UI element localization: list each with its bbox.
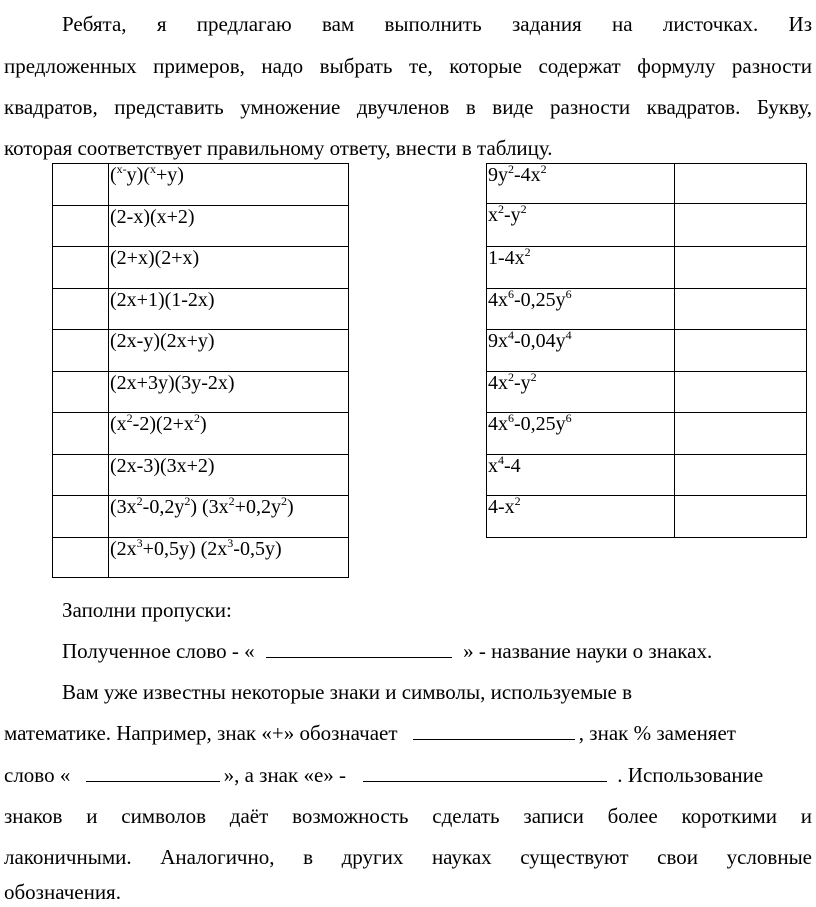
expression-text: x (488, 455, 498, 477)
letter-cell[interactable] (675, 247, 807, 289)
letter-cell[interactable] (53, 496, 109, 538)
expression-cell (109, 496, 349, 538)
exponent: 2 (126, 411, 133, 425)
exponent: 3 (227, 536, 234, 550)
expression-text: (2x-3)(3x+2) (110, 455, 215, 477)
exponent: x (150, 162, 156, 176)
expression-cell (109, 206, 349, 247)
letter-cell[interactable] (675, 372, 807, 413)
expression-cell (109, 538, 349, 578)
exponent: 2 (530, 370, 537, 384)
exponent: 6 (565, 411, 572, 425)
word-prefix: Полученное слово - « (62, 639, 255, 663)
expression-text: 4x (488, 372, 508, 394)
expressions-table (52, 163, 349, 578)
exponent: 2 (540, 162, 547, 176)
expression-text: -0,5y) (233, 538, 282, 560)
expression-cell (487, 164, 675, 204)
table-row (53, 164, 349, 206)
exponent: 6 (508, 411, 514, 425)
exponent: 6 (565, 287, 572, 301)
table-row (53, 413, 349, 455)
closing-line-5: лаконичными. Аналогично, в других науках существуют свои условные (4, 845, 812, 869)
expression-text: -4 (504, 455, 521, 477)
expression-text: 9x (488, 330, 508, 352)
letter-cell[interactable] (53, 413, 109, 455)
closing-line-2-post: , знак % заменяет (578, 721, 736, 745)
expression-text: x (488, 204, 498, 226)
closing-line-3-mid: », а знак «е» - (223, 763, 347, 787)
closing-line-2 (4, 720, 812, 746)
table-row (53, 538, 349, 578)
answers-table (486, 163, 807, 538)
word-sentence (4, 638, 812, 664)
exponent: 4 (508, 328, 514, 342)
closing-line-6: обозначения. (4, 880, 121, 904)
expression-cell (487, 247, 675, 289)
expression-text: (3x (110, 496, 137, 518)
letter-cell[interactable] (53, 372, 109, 413)
expression-text: (2x+1)(1-2x) (110, 289, 215, 311)
expression-cell (109, 164, 349, 206)
expression-text: (2-x)(x+2) (110, 206, 195, 228)
expression-text: (x (110, 413, 127, 435)
exponent: 2 (193, 411, 200, 425)
closing-line-3-pre: слово « (4, 763, 71, 787)
closing-line-2-pre: математике. Например, знак «+» обозначает (4, 721, 398, 745)
table-row (53, 330, 349, 372)
expression-cell (487, 289, 675, 330)
expression-text: (2x+3y)(3y-2x) (110, 372, 235, 394)
exponent: 2 (508, 162, 514, 176)
letter-cell[interactable] (675, 289, 807, 330)
expression-text: ) (199, 413, 207, 435)
letter-cell[interactable] (53, 538, 109, 578)
letter-cell[interactable] (675, 496, 807, 538)
expression-cell (487, 204, 675, 247)
closing-line-3 (4, 762, 812, 788)
exponent: 2 (280, 494, 287, 508)
expression-text: ( (110, 164, 117, 186)
intro-line-1: Ребята, я предлагаю вам выполнить задания на листочках. Из (62, 12, 812, 36)
exponent: 6 (508, 287, 514, 301)
exponent: 2 (184, 494, 191, 508)
expression-text: +0,2y (234, 496, 281, 518)
expression-text: -4x (514, 164, 541, 186)
intro-line-2: предложенных примеров, надо выбрать те, которые содержат формулу разности (4, 54, 812, 78)
table-row (487, 496, 807, 538)
expression-text: ) (3x (190, 496, 229, 518)
closing-line-4: знаков и символов даёт возможность сделать записи более короткими и (4, 804, 812, 828)
table-row (53, 372, 349, 413)
expression-text: -0,25y (514, 413, 566, 435)
expression-cell (487, 330, 675, 372)
table-row (487, 247, 807, 289)
expression-text: 1-4x (488, 247, 525, 269)
letter-cell[interactable] (53, 164, 109, 206)
letter-cell[interactable] (53, 330, 109, 372)
expression-cell (109, 455, 349, 496)
closing-line-3-post: . Использование (617, 763, 764, 787)
exponent: 2 (498, 202, 504, 216)
expression-text: -0,25y (514, 289, 566, 311)
table-row (487, 330, 807, 372)
letter-cell[interactable] (53, 206, 109, 247)
letter-cell[interactable] (675, 455, 807, 496)
letter-cell[interactable] (53, 455, 109, 496)
expression-cell (109, 372, 349, 413)
expression-text: (2x-y)(2x+y) (110, 330, 215, 352)
table-row (53, 206, 349, 247)
expression-text: y)( (126, 164, 150, 186)
expression-text: -2)(2+x (132, 413, 194, 435)
exponent: 2 (508, 370, 514, 384)
exponent: x- (116, 162, 127, 176)
exponent: 3 (136, 536, 143, 550)
exponent: 4 (498, 453, 504, 467)
percent-word-blank[interactable] (86, 762, 220, 782)
e-sign-blank[interactable] (363, 762, 607, 782)
table-row (487, 455, 807, 496)
letter-cell[interactable] (675, 164, 807, 204)
word-blank[interactable] (266, 638, 452, 658)
expression-text: -0,2y (142, 496, 185, 518)
expression-text: 4x (488, 289, 508, 311)
table-row (53, 289, 349, 330)
expression-cell (487, 372, 675, 413)
letter-cell[interactable] (675, 413, 807, 455)
expression-cell (487, 413, 675, 455)
expression-text: -0,04y (514, 330, 566, 352)
expression-text: 4-x (488, 496, 515, 518)
exponent: 2 (136, 494, 143, 508)
expression-cell (109, 413, 349, 455)
plus-sign-blank[interactable] (413, 720, 575, 740)
exponent: 2 (514, 494, 521, 508)
exponent: 2 (228, 494, 235, 508)
letter-cell[interactable] (53, 247, 109, 289)
expression-text: (2+x)(2+x) (110, 247, 200, 269)
table-row (487, 372, 807, 413)
expression-cell (109, 330, 349, 372)
expression-text: (2x (110, 538, 137, 560)
expression-cell (487, 496, 675, 538)
expression-text: 9y (488, 164, 508, 186)
expression-text: -y (504, 204, 521, 226)
table-row (53, 455, 349, 496)
exponent: 2 (524, 245, 531, 259)
table-row (53, 496, 349, 538)
exponent: 4 (565, 328, 572, 342)
closing-line-1: Вам уже известны некоторые знаки и символы, используемые в (62, 680, 632, 704)
expression-cell (487, 455, 675, 496)
word-suffix: » - название науки о знаках. (463, 639, 713, 663)
exponent: 2 (520, 202, 527, 216)
expression-text: ) (286, 496, 294, 518)
letter-cell[interactable] (675, 204, 807, 247)
expression-text: +0,5y) (2x (142, 538, 228, 560)
intro-line-3: квадратов, представить умножение двучленов в виде разности квадратов. Букву, (4, 95, 812, 119)
table-row (487, 204, 807, 247)
expression-text: 4x (488, 413, 508, 435)
letter-cell[interactable] (53, 289, 109, 330)
table-row (487, 289, 807, 330)
expression-text: +y) (156, 164, 184, 186)
table-row (487, 413, 807, 455)
fill-in-heading: Заполни пропуски: (62, 598, 232, 622)
letter-cell[interactable] (675, 330, 807, 372)
expression-cell (109, 247, 349, 289)
table-row (53, 247, 349, 289)
expression-cell (109, 289, 349, 330)
expression-text: -y (514, 372, 531, 394)
table-row (487, 164, 807, 204)
intro-line-4: которая соответствует правильному ответу, внести в таблицу. (4, 136, 553, 160)
